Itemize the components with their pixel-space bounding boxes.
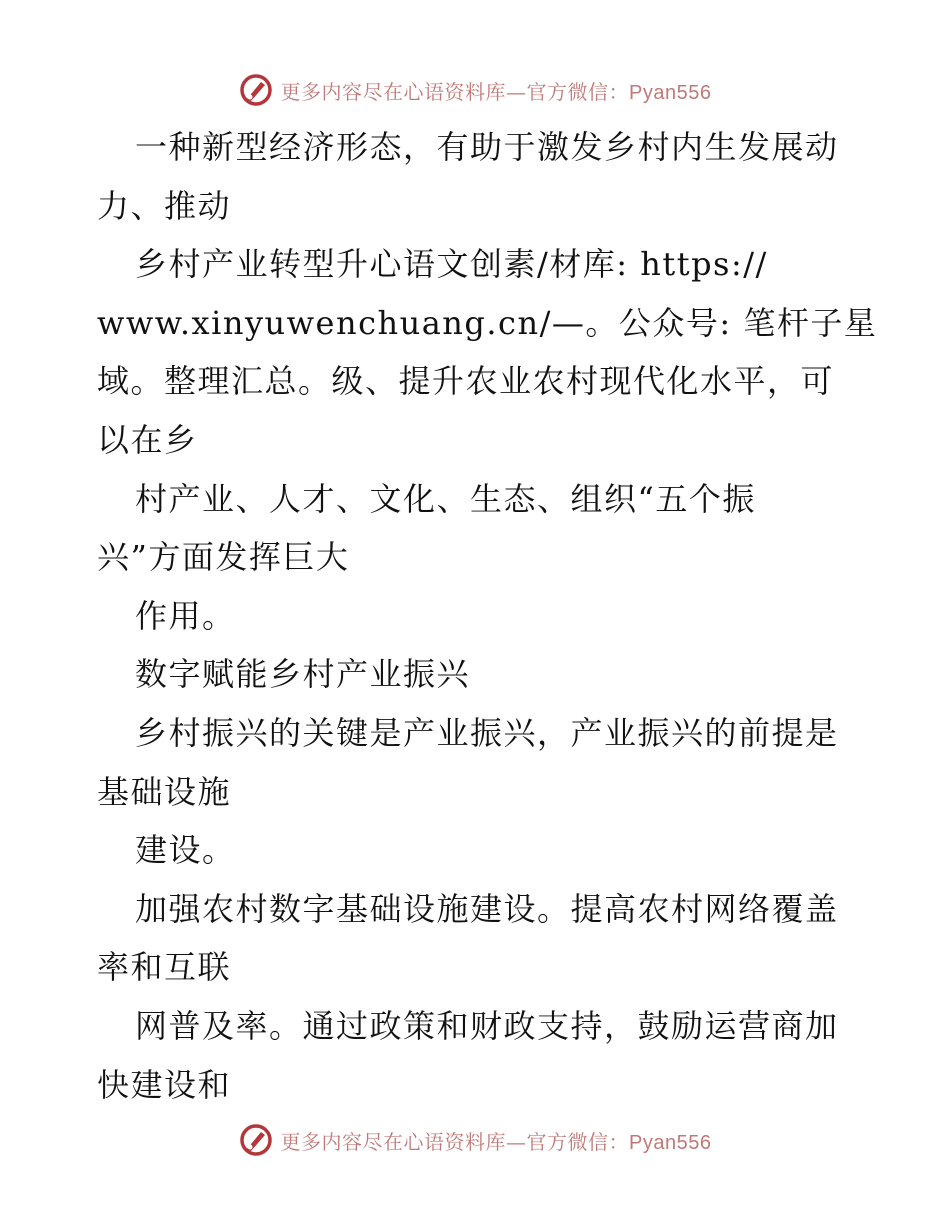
footer-banner-text bbox=[281, 1126, 712, 1155]
body-line: 一种新型经济形态，有助于激发乡村内生发展动 bbox=[135, 128, 839, 166]
header-handle: Pyan556 bbox=[629, 81, 712, 104]
pen-seal-logo-icon bbox=[239, 73, 273, 107]
body-line: 乡村振兴的关键是产业振兴，产业振兴的前提是 bbox=[135, 713, 839, 752]
header-banner-text bbox=[281, 76, 712, 105]
body-line: 基础设施 bbox=[97, 772, 232, 811]
body-line: 网普及率。通过政策和财政支持，鼓励运营商加 bbox=[135, 1006, 839, 1045]
section-heading: 数字赋能乡村产业振兴 bbox=[135, 655, 471, 694]
body-line: 乡村产业转型升心语文创素/材库: https:// bbox=[135, 245, 768, 284]
header-banner bbox=[0, 70, 950, 110]
body-line: 率和互联 bbox=[97, 948, 232, 987]
body-line: 加强农村数字基础设施建设。提高农村网络覆盖 bbox=[135, 889, 839, 928]
body-line: 力、推动 bbox=[97, 186, 232, 225]
body-line: 快建设和 bbox=[97, 1065, 232, 1104]
footer-banner bbox=[0, 1120, 950, 1160]
body-line: 兴”方面发挥巨大 bbox=[97, 538, 350, 577]
body-line: 以在乡 bbox=[97, 420, 198, 459]
body-line: 域。整理汇总。级、提升农业农村现代化水平，可 bbox=[97, 362, 835, 401]
body-line: www.xinyuwenchuang.cn/—。公众号: 笔杆子星 bbox=[97, 303, 878, 342]
document-body bbox=[97, 118, 878, 1114]
pen-seal-logo-icon bbox=[239, 1123, 273, 1157]
body-line: 建设。 bbox=[135, 831, 236, 870]
footer-handle: Pyan556 bbox=[629, 1131, 712, 1154]
body-line: 作用。 bbox=[135, 596, 236, 635]
header-text: 更多内容尽在心语资料库—官方微信： bbox=[280, 79, 630, 104]
footer-text: 更多内容尽在心语资料库—官方微信： bbox=[280, 1129, 630, 1154]
body-line: 村产业、人才、文化、生态、组织“五个振 bbox=[135, 479, 756, 518]
